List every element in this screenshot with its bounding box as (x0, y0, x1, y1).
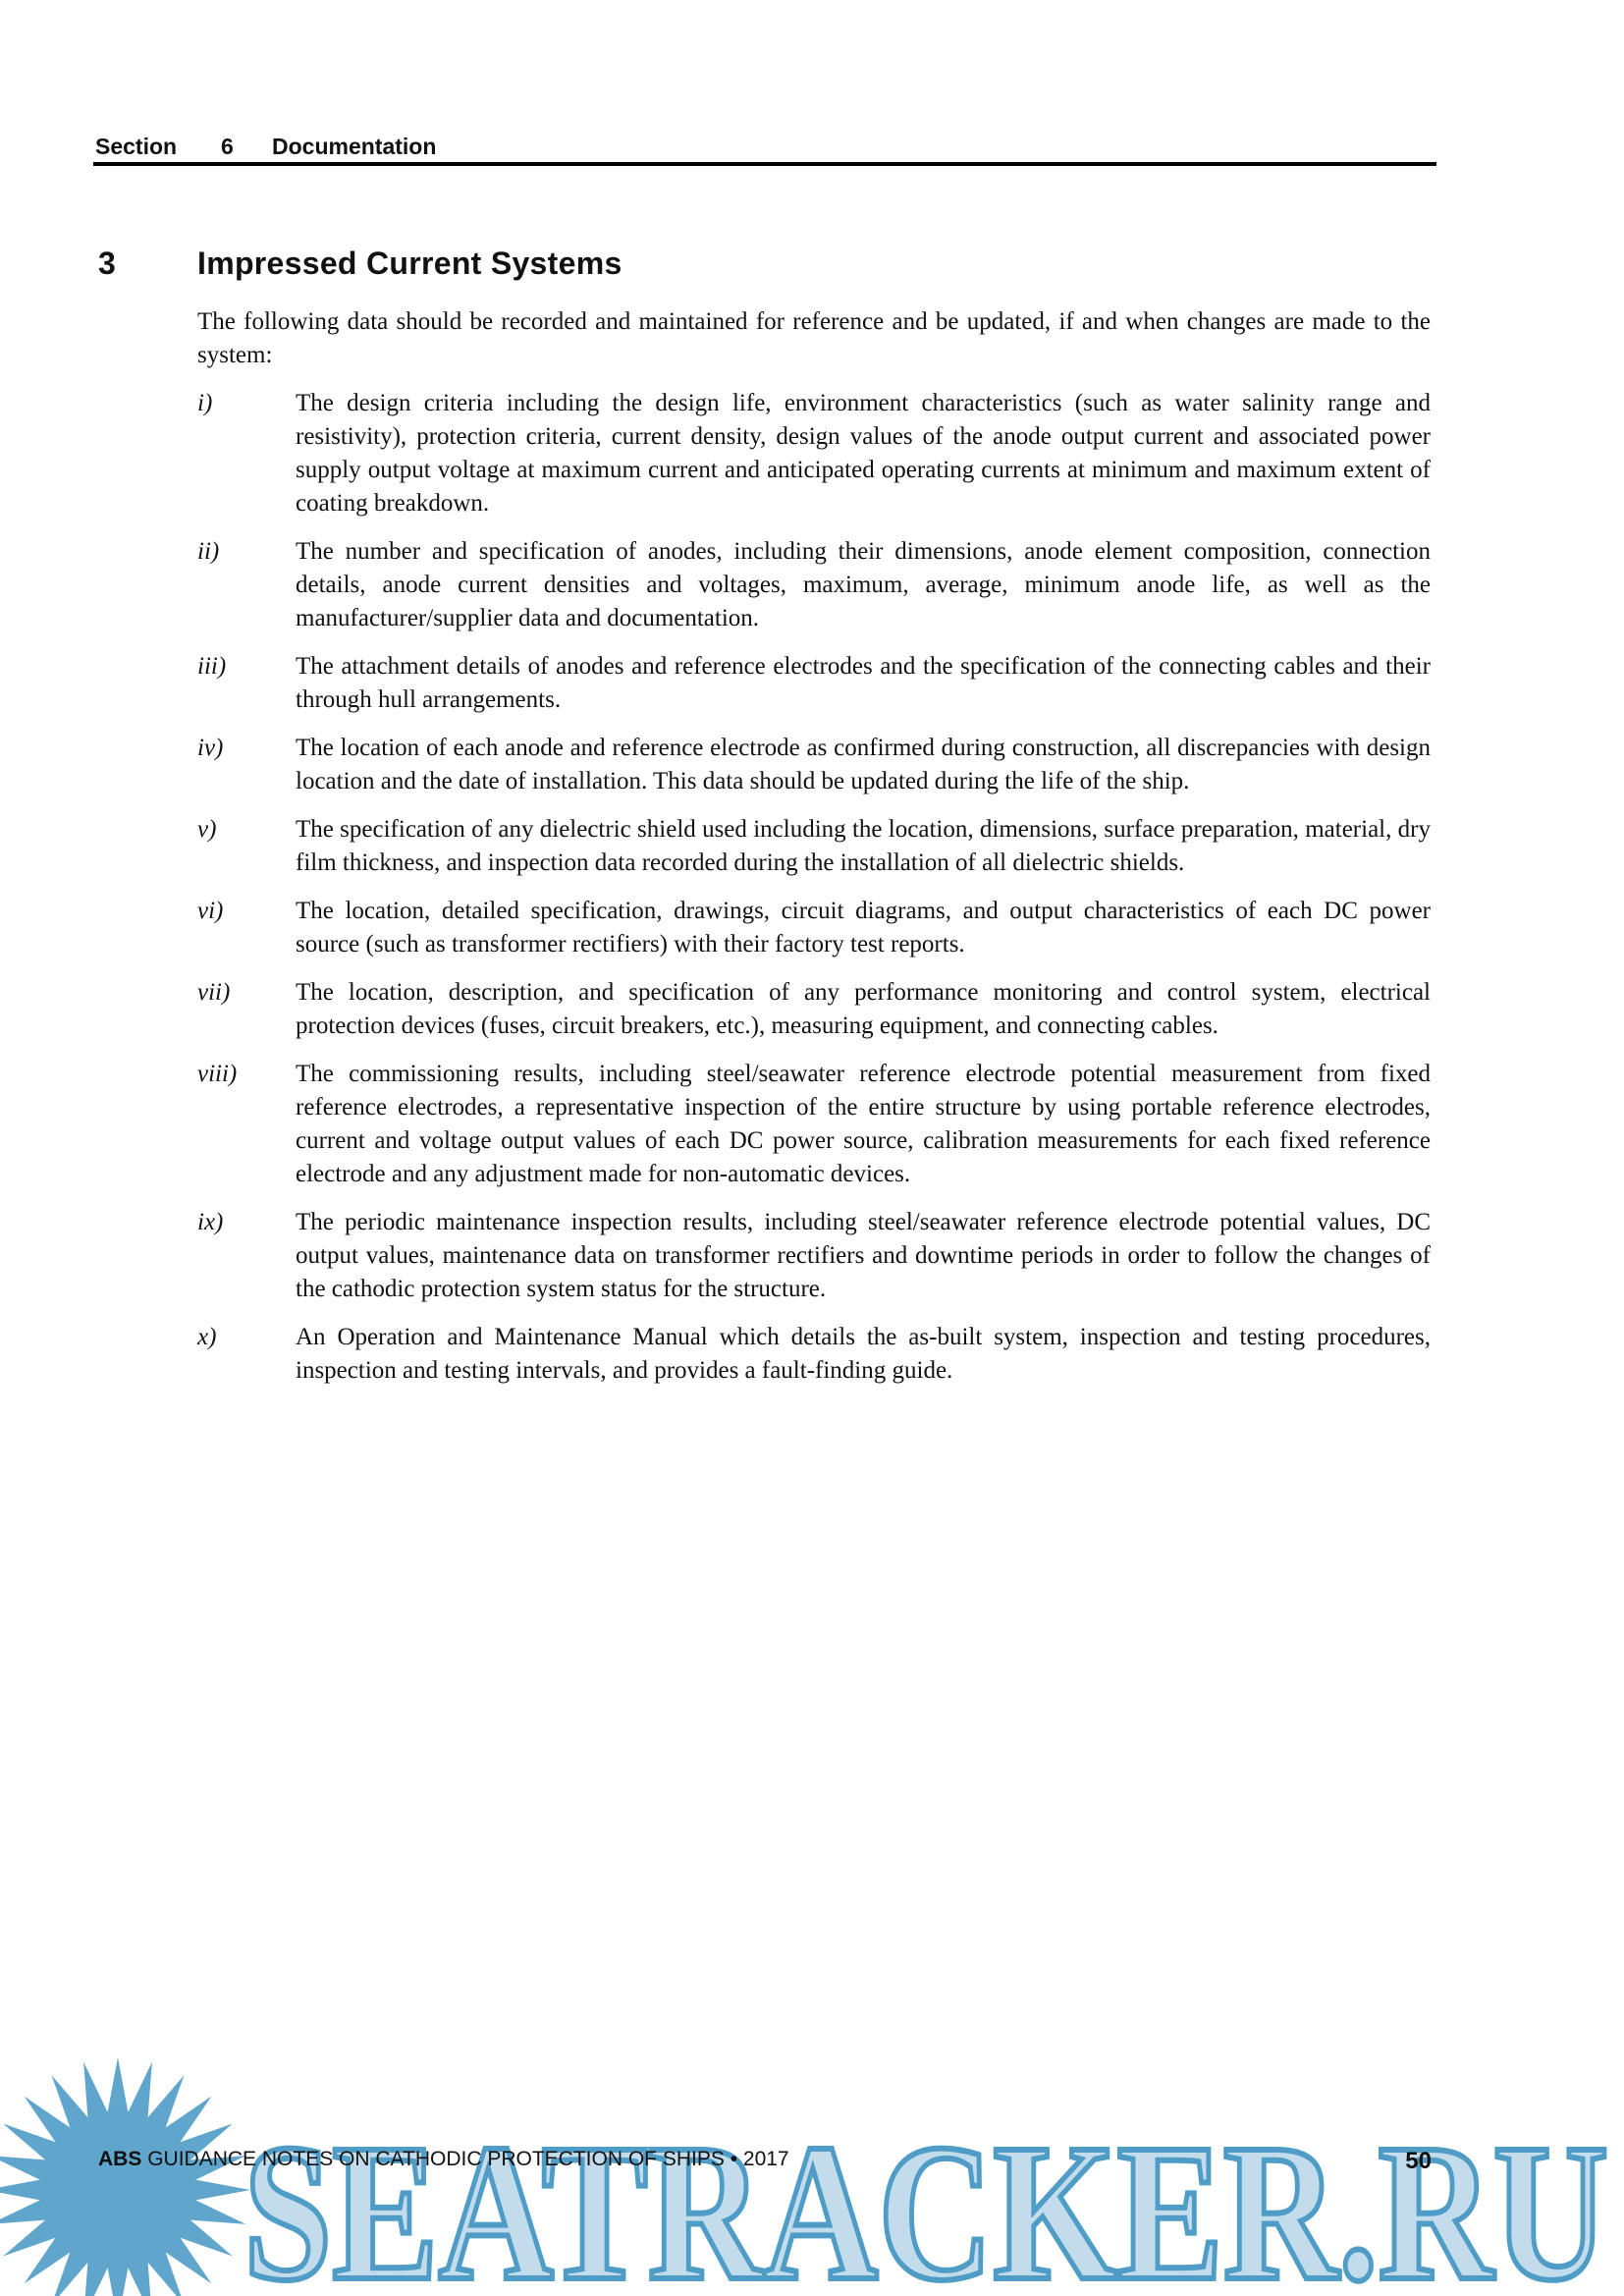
list-item (197, 813, 1431, 880)
item-label: x) (197, 1324, 217, 1350)
item-label: ii) (197, 538, 220, 565)
item-label: vii) (197, 979, 231, 1006)
list-item (197, 895, 1431, 961)
footer-separator: • (730, 2148, 738, 2170)
header-rule (93, 162, 1436, 166)
item-text: The location, description, and specification of any performance monitoring and control system, electrical protection devices (fuses, circuit breakers, etc.), measuring equipment, and connecting cables. (296, 979, 1431, 1039)
item-label: vi) (197, 898, 224, 924)
list-item (197, 1206, 1431, 1306)
item-text: The periodic maintenance inspection results, including steel/seawater reference electrode potential values, DC output values, maintenance data on transformer rectifiers and downtime periods in order to follow the changes of the cathodic protection system status for the structure. (296, 1209, 1431, 1302)
footer-title: GUIDANCE NOTES ON CATHODIC PROTECTION OF SHIPS (147, 2148, 725, 2170)
header-section-title: Documentation (272, 134, 437, 159)
item-text: The location, detailed specification, drawings, circuit diagrams, and output characteristics of each DC power source (such as transformer rectifiers) with their factory test reports. (296, 898, 1431, 957)
item-label: v) (197, 816, 217, 843)
footer-year: 2017 (742, 2148, 789, 2170)
list-item (197, 650, 1431, 717)
running-header (95, 134, 1436, 160)
item-label: i) (197, 390, 213, 416)
page-number: 50 (1405, 2148, 1432, 2174)
item-text: An Operation and Maintenance Manual which details the as-built system, inspection and testing procedures, inspection and testing intervals, and provides a fault-finding guide. (296, 1324, 1431, 1384)
item-label: iv) (197, 735, 224, 761)
section-intro: The following data should be recorded and maintained for reference and be updated, if and when changes are made to the system: (197, 308, 1431, 368)
list-item (197, 976, 1431, 1043)
list-item (197, 1058, 1431, 1191)
footer-org: ABS (98, 2148, 142, 2170)
header-section-label: Section (95, 134, 178, 159)
watermark-text: SEATRACKER.RU (244, 2105, 1608, 2296)
item-text: The attachment details of anodes and reference electrodes and the specification of the connecting cables and their through hull arrangements. (296, 653, 1431, 713)
list-item (197, 535, 1431, 635)
item-text: The commissioning results, including steel/seawater reference electrode potential measurement from fixed reference electrodes, a representative inspection of the entire structure by using portable reference electrodes, current and voltage output values of each DC power source, calibration measurements for each fixed reference electrode and any adjustment made for non-automatic devices. (296, 1061, 1431, 1187)
data-list (197, 387, 1431, 1402)
item-label: ix) (197, 1209, 224, 1235)
page-footer (98, 2148, 1432, 2174)
section-title: Impressed Current Systems (197, 246, 623, 281)
starburst-icon (0, 2057, 250, 2296)
watermark (0, 2057, 1624, 2296)
list-item (197, 387, 1431, 520)
item-text: The number and specification of anodes, including their dimensions, anode element composition, connection details, anode current densities and voltages, maximum, average, minimum anode life, as well as the manufacturer/supplier data and documentation. (296, 538, 1431, 631)
item-text: The design criteria including the design life, environment characteristics (such as water salinity range and resistivity), protection criteria, current density, design values of the anode output current and associated power supply output voltage at maximum current and anticipated operating currents at minimum and maximum extent of coating breakdown. (296, 390, 1431, 517)
list-item (197, 732, 1431, 798)
header-section-number: 6 (221, 134, 234, 159)
item-text: The location of each anode and reference electrode as confirmed during construction, all discrepancies with design location and the date of installation. This data should be updated during the life of the ship. (296, 735, 1431, 794)
list-item (197, 1321, 1431, 1388)
item-label: iii) (197, 653, 227, 680)
item-text: The specification of any dielectric shield used including the location, dimensions, surface preparation, material, dry film thickness, and inspection data recorded during the installation of all dielectric shields. (296, 816, 1431, 876)
section-number: 3 (98, 246, 116, 281)
item-label: viii) (197, 1061, 238, 1087)
